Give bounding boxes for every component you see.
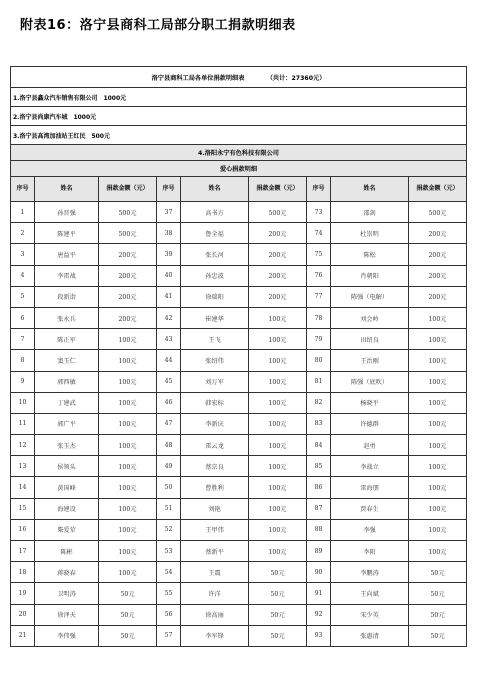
name-cell: 鲁全福 — [181, 223, 249, 244]
header-amount: 捐款金额（元） — [249, 177, 307, 202]
table-row — [11, 435, 467, 456]
name-cell: 曹胜利 — [181, 477, 249, 498]
table-row — [11, 202, 467, 223]
header-amount: 捐款金额（元） — [99, 177, 157, 202]
seq-cell: 80 — [307, 350, 331, 371]
seq-cell: 37 — [157, 202, 181, 223]
amount-cell: 500元 — [99, 223, 157, 244]
seq-cell: 41 — [157, 286, 181, 307]
seq-cell: 15 — [11, 498, 35, 519]
amount-cell: 500元 — [249, 202, 307, 223]
amount-cell: 200元 — [99, 307, 157, 328]
section-sub-row — [11, 161, 467, 177]
name-cell: 张长河 — [181, 244, 249, 265]
amount-cell: 100元 — [249, 350, 307, 371]
seq-cell: 9 — [11, 371, 35, 392]
amount-cell: 100元 — [409, 413, 467, 434]
amount-cell: 100元 — [409, 498, 467, 519]
amount-cell: 100元 — [99, 371, 157, 392]
amount-cell: 100元 — [409, 329, 467, 350]
name-cell: 陈松 — [331, 244, 409, 265]
amount-cell: 200元 — [99, 244, 157, 265]
seq-cell: 5 — [11, 286, 35, 307]
name-cell: 杜崇明 — [331, 223, 409, 244]
name-cell: 李雷战 — [35, 265, 99, 286]
seq-cell: 3 — [11, 244, 35, 265]
name-cell: 徐高丽 — [181, 604, 249, 625]
donor-cell: 2.洛宁县尚康汽车城 1000元 — [11, 107, 467, 126]
donor-row — [11, 107, 467, 126]
name-cell: 雷海朋 — [331, 477, 409, 498]
seq-cell: 48 — [157, 435, 181, 456]
name-cell: 孙晋强 — [35, 202, 99, 223]
amount-cell: 200元 — [409, 244, 467, 265]
table-row — [11, 265, 467, 286]
amount-cell: 100元 — [249, 541, 307, 562]
section-unit: 4.洛阳永宁有色科技有限公司 — [11, 145, 467, 161]
name-cell: 张玉杰 — [35, 435, 99, 456]
seq-cell: 53 — [157, 541, 181, 562]
name-cell: 王治刚 — [331, 350, 409, 371]
name-cell: 蔡新平 — [181, 541, 249, 562]
seq-cell: 79 — [307, 329, 331, 350]
name-cell: 郭西敏 — [35, 371, 99, 392]
seq-cell: 4 — [11, 265, 35, 286]
name-cell: 李新庆 — [181, 413, 249, 434]
amount-cell: 100元 — [99, 329, 157, 350]
header-seq: 序号 — [157, 177, 181, 202]
seq-cell: 45 — [157, 371, 181, 392]
amount-cell: 100元 — [409, 519, 467, 540]
table-row — [11, 625, 467, 646]
name-cell: 郭广平 — [35, 413, 99, 434]
header-seq: 序号 — [307, 177, 331, 202]
name-cell: 杨晓平 — [331, 392, 409, 413]
header-name: 姓名 — [331, 177, 409, 202]
amount-cell: 50元 — [409, 562, 467, 583]
amount-cell: 100元 — [99, 392, 157, 413]
seq-cell: 42 — [157, 307, 181, 328]
amount-cell: 100元 — [249, 307, 307, 328]
table-row — [11, 583, 467, 604]
amount-cell: 100元 — [249, 413, 307, 434]
name-cell: 陈正军 — [35, 329, 99, 350]
name-cell: 王飞 — [181, 329, 249, 350]
amount-cell: 100元 — [249, 371, 307, 392]
table-row — [11, 371, 467, 392]
name-cell: 王向斌 — [331, 583, 409, 604]
name-cell: 窦玉仁 — [35, 350, 99, 371]
amount-cell: 100元 — [99, 541, 157, 562]
name-cell: 陈建平 — [35, 223, 99, 244]
amount-cell: 50元 — [409, 625, 467, 646]
header-amount: 捐款金额（元） — [409, 177, 467, 202]
amount-cell: 100元 — [99, 435, 157, 456]
seq-cell: 78 — [307, 307, 331, 328]
seq-cell: 46 — [157, 392, 181, 413]
seq-cell: 93 — [307, 625, 331, 646]
seq-cell: 14 — [11, 477, 35, 498]
amount-cell: 50元 — [99, 604, 157, 625]
name-cell: 蒋晓春 — [35, 562, 99, 583]
amount-cell: 200元 — [409, 286, 467, 307]
name-cell: 陈强（电解） — [331, 286, 409, 307]
name-cell: 丁建武 — [35, 392, 99, 413]
amount-cell: 100元 — [409, 307, 467, 328]
seq-cell: 81 — [307, 371, 331, 392]
amount-cell: 100元 — [99, 413, 157, 434]
amount-cell: 200元 — [249, 223, 307, 244]
name-cell: 宋少英 — [331, 604, 409, 625]
name-cell: 蔡京良 — [181, 456, 249, 477]
seq-cell: 91 — [307, 583, 331, 604]
name-cell: 张永兵 — [35, 307, 99, 328]
table-row — [11, 329, 467, 350]
seq-cell: 1 — [11, 202, 35, 223]
seq-cell: 21 — [11, 625, 35, 646]
name-cell: 黄国峰 — [35, 477, 99, 498]
name-cell: 李强 — [331, 519, 409, 540]
seq-cell: 89 — [307, 541, 331, 562]
donor-cell: 1.洛宁县鑫众汽车销售有限公司 1000元 — [11, 88, 467, 107]
seq-cell: 50 — [157, 477, 181, 498]
seq-cell: 85 — [307, 456, 331, 477]
header-seq: 序号 — [11, 177, 35, 202]
name-cell: 赵勇 — [331, 435, 409, 456]
table-row — [11, 223, 467, 244]
seq-cell: 10 — [11, 392, 35, 413]
seq-cell: 49 — [157, 456, 181, 477]
amount-cell: 50元 — [409, 604, 467, 625]
name-cell: 海建设 — [35, 498, 99, 519]
seq-cell: 43 — [157, 329, 181, 350]
name-cell: 崔建华 — [181, 307, 249, 328]
amount-cell: 100元 — [249, 435, 307, 456]
name-cell: 柴爱荤 — [35, 519, 99, 540]
table-row — [11, 498, 467, 519]
amount-cell: 100元 — [249, 519, 307, 540]
name-cell: 许洋 — [181, 583, 249, 604]
seq-cell: 74 — [307, 223, 331, 244]
name-cell: 张惠清 — [331, 625, 409, 646]
name-cell: 唐益平 — [35, 244, 99, 265]
seq-cell: 73 — [307, 202, 331, 223]
seq-cell: 52 — [157, 519, 181, 540]
seq-cell: 38 — [157, 223, 181, 244]
seq-cell: 16 — [11, 519, 35, 540]
seq-cell: 75 — [307, 244, 331, 265]
name-cell: 韩宏标 — [181, 392, 249, 413]
banner-total: （共计：27360元） — [266, 74, 326, 82]
name-cell: 李伟强 — [35, 625, 99, 646]
seq-cell: 12 — [11, 435, 35, 456]
name-cell: 刘万军 — [181, 371, 249, 392]
amount-cell: 100元 — [409, 477, 467, 498]
amount-cell: 50元 — [249, 562, 307, 583]
seq-cell: 82 — [307, 392, 331, 413]
amount-cell: 50元 — [99, 625, 157, 646]
seq-cell: 7 — [11, 329, 35, 350]
amount-cell: 200元 — [249, 244, 307, 265]
seq-cell: 19 — [11, 583, 35, 604]
seq-cell: 88 — [307, 519, 331, 540]
seq-cell: 76 — [307, 265, 331, 286]
name-cell: 邵剑 — [331, 202, 409, 223]
table-row — [11, 604, 467, 625]
seq-cell: 56 — [157, 604, 181, 625]
seq-cell: 83 — [307, 413, 331, 434]
amount-cell: 200元 — [249, 286, 307, 307]
table-row — [11, 244, 467, 265]
amount-cell: 50元 — [249, 625, 307, 646]
seq-cell: 92 — [307, 604, 331, 625]
table-row — [11, 541, 467, 562]
seq-cell: 87 — [307, 498, 331, 519]
amount-cell: 100元 — [99, 562, 157, 583]
amount-cell: 200元 — [409, 223, 467, 244]
amount-cell: 200元 — [99, 286, 157, 307]
seq-cell: 13 — [11, 456, 35, 477]
seq-cell: 47 — [157, 413, 181, 434]
amount-cell: 50元 — [249, 583, 307, 604]
name-cell: 李鹏涛 — [331, 562, 409, 583]
seq-cell: 54 — [157, 562, 181, 583]
amount-cell: 100元 — [249, 477, 307, 498]
table-row — [11, 307, 467, 328]
table-row — [11, 413, 467, 434]
banner-title: 洛宁县商科工局各单位捐款明细表 — [151, 74, 245, 82]
header-name: 姓名 — [35, 177, 99, 202]
donor-row — [11, 88, 467, 107]
name-cell: 李军锋 — [181, 625, 249, 646]
seq-cell: 86 — [307, 477, 331, 498]
header-row — [11, 177, 467, 202]
amount-cell: 200元 — [249, 265, 307, 286]
amount-cell: 100元 — [99, 498, 157, 519]
seq-cell: 17 — [11, 541, 35, 562]
name-cell: 刘艳 — [181, 498, 249, 519]
amount-cell: 100元 — [409, 541, 467, 562]
banner-row — [11, 67, 467, 88]
amount-cell: 100元 — [409, 350, 467, 371]
name-cell: 徐泽天 — [35, 604, 99, 625]
name-cell: 贾春生 — [331, 498, 409, 519]
amount-cell: 200元 — [409, 265, 467, 286]
amount-cell: 100元 — [99, 456, 157, 477]
amount-cell: 100元 — [409, 435, 467, 456]
name-cell: 刘会岭 — [331, 307, 409, 328]
name-cell: 许德群 — [331, 413, 409, 434]
seq-cell: 6 — [11, 307, 35, 328]
name-cell: 王甲伟 — [181, 519, 249, 540]
donation-table — [10, 66, 467, 647]
seq-cell: 11 — [11, 413, 35, 434]
amount-cell: 100元 — [99, 519, 157, 540]
seq-cell: 20 — [11, 604, 35, 625]
name-cell: 侯领头 — [35, 456, 99, 477]
amount-cell: 100元 — [249, 392, 307, 413]
table-row — [11, 286, 467, 307]
table-row — [11, 350, 467, 371]
seq-cell: 57 — [157, 625, 181, 646]
donor-cell: 3.洛宁县高湾加油站王红民 500元 — [11, 126, 467, 145]
name-cell: 雷云龙 — [181, 435, 249, 456]
seq-cell: 39 — [157, 244, 181, 265]
name-cell: 李战立 — [331, 456, 409, 477]
seq-cell: 55 — [157, 583, 181, 604]
name-cell: 陈强（底吹） — [331, 371, 409, 392]
amount-cell: 100元 — [249, 498, 307, 519]
banner-cell — [11, 67, 467, 88]
amount-cell: 100元 — [99, 350, 157, 371]
seq-cell: 8 — [11, 350, 35, 371]
amount-cell: 100元 — [249, 456, 307, 477]
name-cell: 孙忠波 — [181, 265, 249, 286]
name-cell: 徐瑞阳 — [181, 286, 249, 307]
amount-cell: 200元 — [99, 265, 157, 286]
name-cell: 高书方 — [181, 202, 249, 223]
header-name: 姓名 — [181, 177, 249, 202]
seq-cell: 51 — [157, 498, 181, 519]
seq-cell: 2 — [11, 223, 35, 244]
table-row — [11, 456, 467, 477]
name-cell: 肖朝阳 — [331, 265, 409, 286]
seq-cell: 44 — [157, 350, 181, 371]
amount-cell: 100元 — [409, 392, 467, 413]
seq-cell: 84 — [307, 435, 331, 456]
seq-cell: 90 — [307, 562, 331, 583]
seq-cell: 40 — [157, 265, 181, 286]
table-row — [11, 477, 467, 498]
donor-row — [11, 126, 467, 145]
table-row — [11, 392, 467, 413]
amount-cell: 50元 — [249, 604, 307, 625]
amount-cell: 50元 — [409, 583, 467, 604]
table-row — [11, 519, 467, 540]
amount-cell: 50元 — [99, 583, 157, 604]
page-title: 附表16：洛宁县商科工局部分职工捐款明细表 — [20, 18, 296, 33]
table-row — [11, 562, 467, 583]
name-cell: 陈彬 — [35, 541, 99, 562]
amount-cell: 500元 — [409, 202, 467, 223]
amount-cell: 500元 — [99, 202, 157, 223]
amount-cell: 100元 — [99, 477, 157, 498]
name-cell: 王震 — [181, 562, 249, 583]
seq-cell: 18 — [11, 562, 35, 583]
name-cell: 田绍良 — [331, 329, 409, 350]
amount-cell: 100元 — [249, 329, 307, 350]
name-cell: 段新诣 — [35, 286, 99, 307]
amount-cell: 100元 — [409, 371, 467, 392]
name-cell: 卫明涛 — [35, 583, 99, 604]
seq-cell: 77 — [307, 286, 331, 307]
section-subtitle: 爱心捐款明细 — [11, 161, 467, 177]
name-cell: 李阳 — [331, 541, 409, 562]
section-unit-row — [11, 145, 467, 161]
name-cell: 张绍伟 — [181, 350, 249, 371]
amount-cell: 100元 — [409, 456, 467, 477]
